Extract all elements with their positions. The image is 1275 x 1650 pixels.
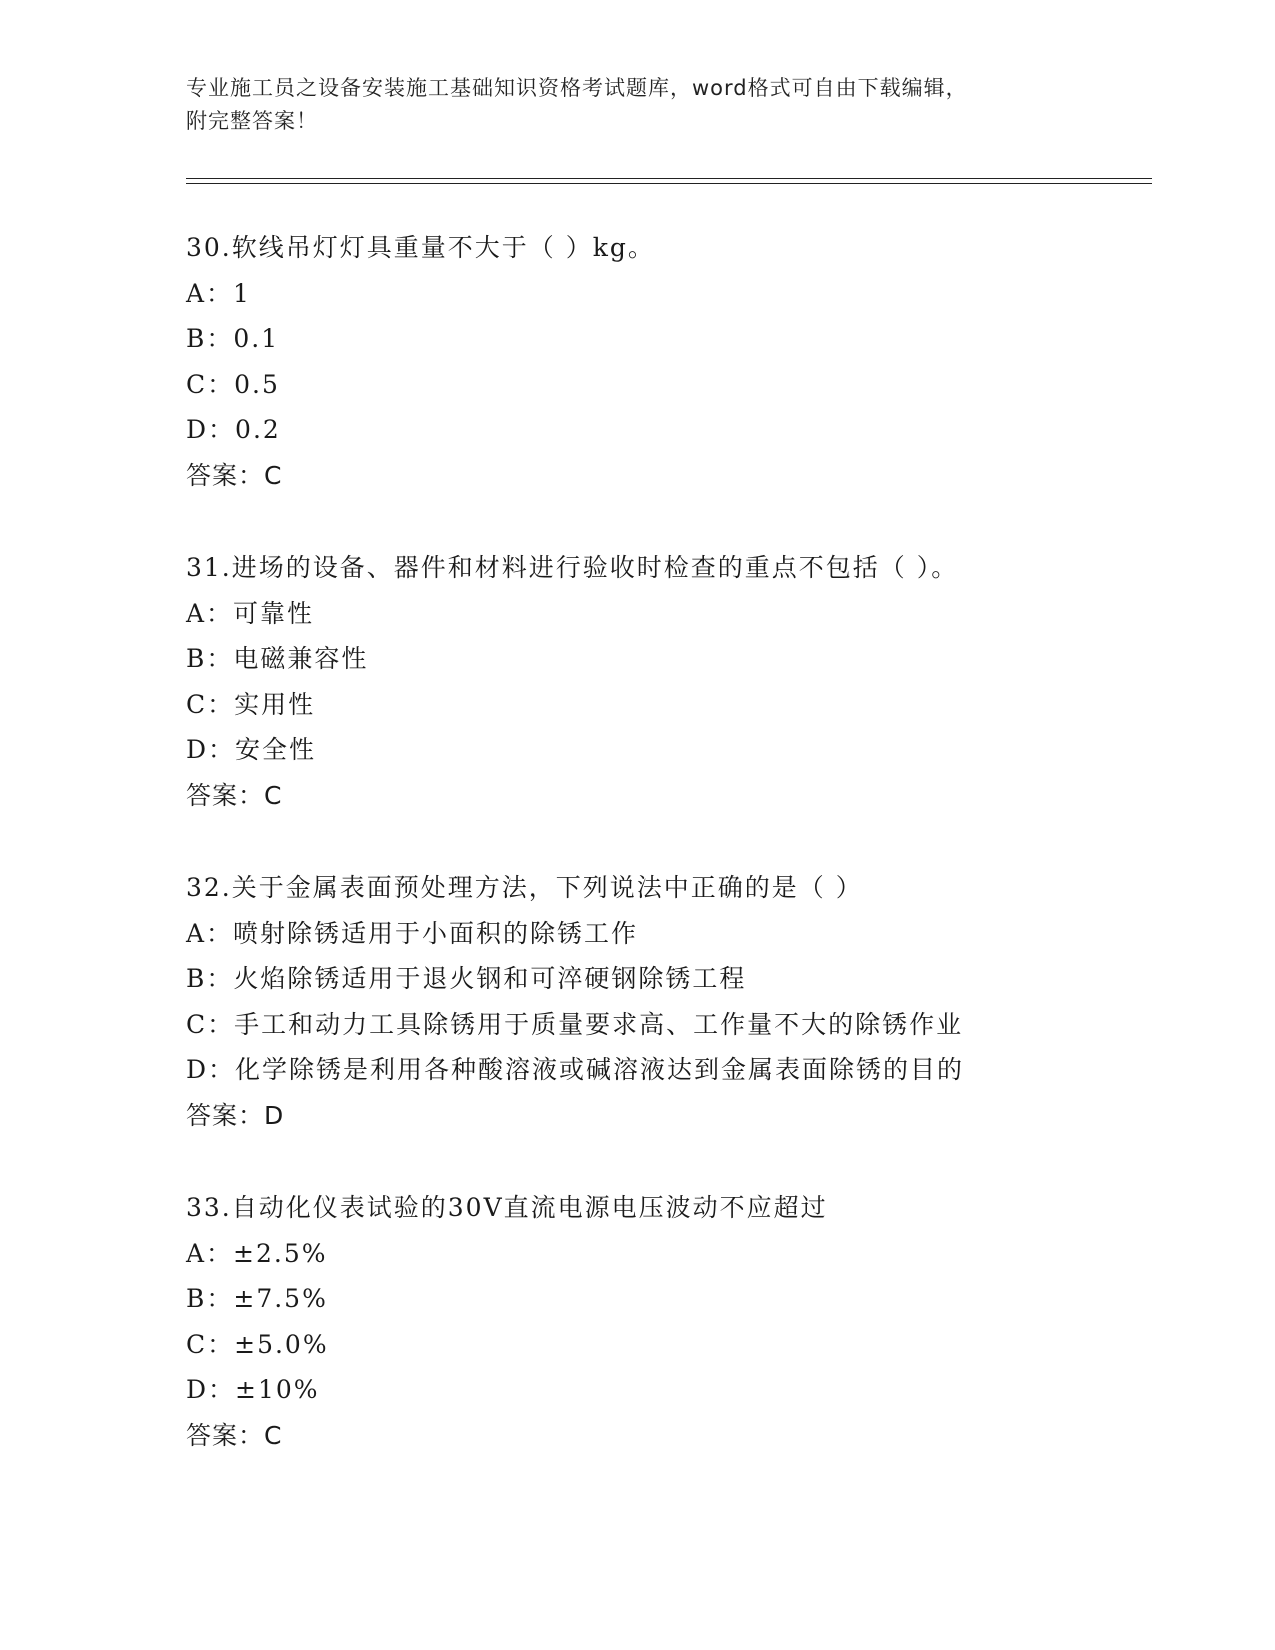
option-a: A：可靠性 (186, 598, 315, 628)
header-rule-bottom (186, 183, 1152, 184)
header-line-1: 专业施工员之设备安装施工基础知识资格考试题库，word格式可自由下载编辑， (186, 76, 968, 100)
question-32 (186, 865, 1146, 1139)
option-b: B：火焰除锈适用于退火钢和可淬硬钢除锈工程 (186, 964, 747, 994)
answer: 答案：D (186, 1100, 285, 1130)
document-header (186, 72, 1066, 138)
question-stem: 32.关于金属表面预处理方法，下列说法中正确的是（ ） (186, 873, 863, 902)
option-b: B：0.1 (186, 324, 280, 354)
header-rule-top (186, 178, 1152, 179)
question-stem: 33.自动化仪表试验的30V直流电源电压波动不应超过 (186, 1193, 828, 1222)
option-c: C：±5.0% (186, 1329, 329, 1359)
option-a: A：1 (186, 278, 251, 308)
option-c: C：0.5 (186, 369, 280, 399)
question-stem: 31.进场的设备、器件和材料进行验收时检查的重点不包括（ ）。 (186, 553, 959, 582)
question-31 (186, 545, 1146, 819)
answer: 答案：C (186, 460, 283, 490)
option-d: D：化学除锈是利用各种酸溶液或碱溶液达到金属表面除锈的目的 (186, 1055, 965, 1085)
question-30 (186, 225, 1146, 499)
option-a: A：喷射除锈适用于小面积的除锈工作 (186, 918, 639, 948)
option-c: C：实用性 (186, 689, 316, 719)
option-d: D：0.2 (186, 415, 281, 445)
answer: 答案：C (186, 1420, 283, 1450)
question-33 (186, 1185, 1146, 1459)
option-b: B：±7.5% (186, 1284, 328, 1314)
question-stem: 30.软线吊灯灯具重量不大于（ ）kg。 (186, 233, 655, 262)
option-b: B：电磁兼容性 (186, 644, 369, 674)
header-line-2: 附完整答案！ (186, 109, 318, 133)
option-c: C：手工和动力工具除锈用于质量要求高、工作量不大的除锈作业 (186, 1009, 964, 1039)
option-d: D：±10% (186, 1375, 320, 1405)
option-d: D：安全性 (186, 735, 317, 765)
option-a: A：±2.5% (186, 1238, 328, 1268)
answer: 答案：C (186, 780, 283, 810)
